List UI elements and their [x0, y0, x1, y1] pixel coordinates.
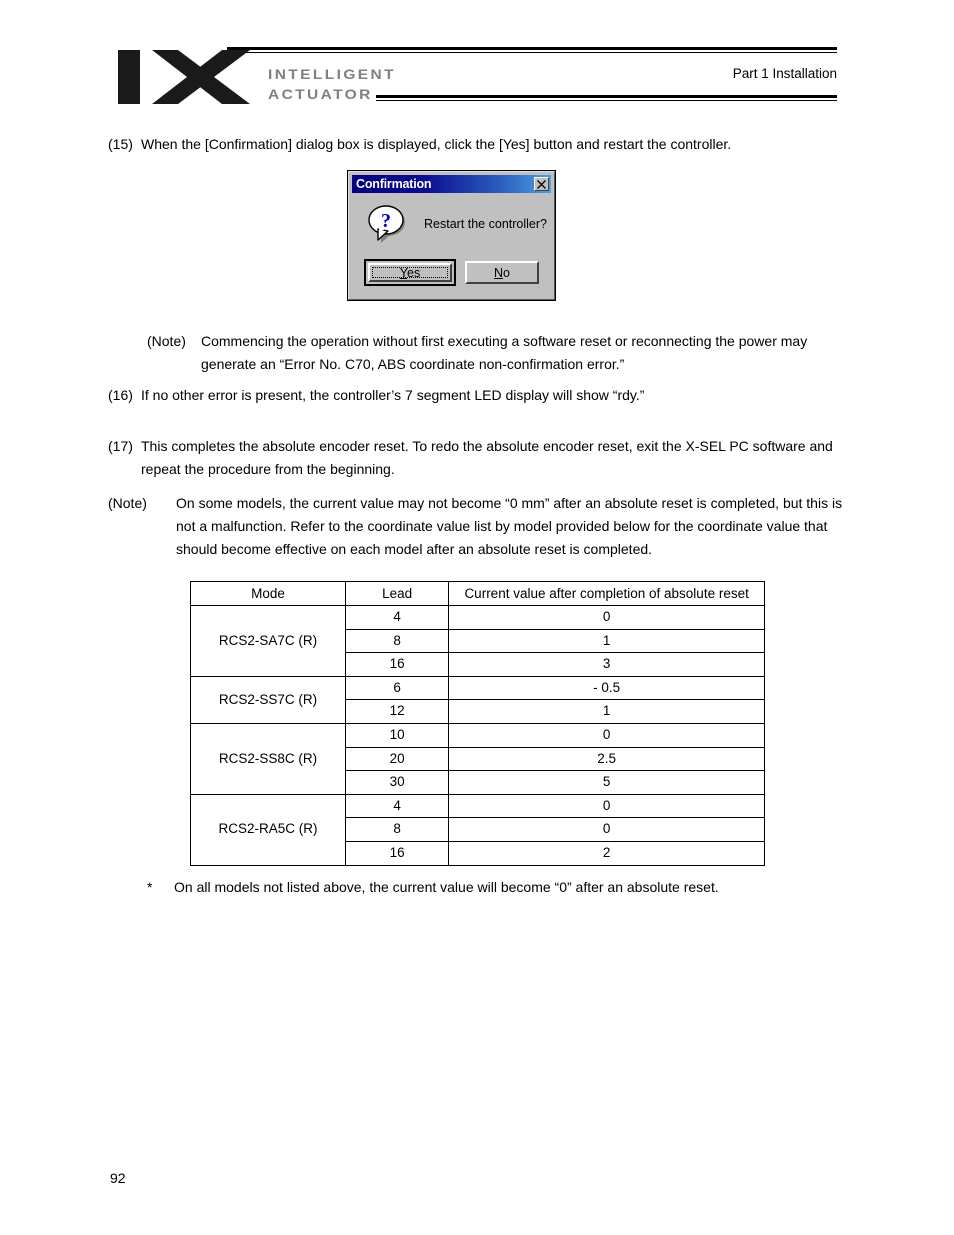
note-2-marker: (Note) — [108, 495, 147, 511]
cell-lead: 16 — [345, 841, 448, 865]
page-number: 92 — [110, 1170, 126, 1186]
paragraph-step-17 — [108, 435, 848, 481]
close-icon[interactable] — [534, 177, 549, 191]
table-row — [191, 723, 765, 747]
cell-lead: 4 — [345, 606, 448, 630]
step-16-marker: (16) — [108, 387, 133, 403]
no-button-suffix: o — [503, 265, 510, 280]
header-rule-bottom-thin — [376, 100, 837, 101]
ix-logo-mark — [118, 48, 250, 106]
coordinate-value-table — [190, 581, 765, 866]
dialog-body — [352, 195, 551, 297]
table-header — [191, 582, 765, 606]
column-header-value: Current value after completion of absolute reset — [449, 582, 765, 606]
cell-lead: 20 — [345, 747, 448, 771]
cell-lead: 16 — [345, 653, 448, 677]
logo-wordmark — [268, 68, 413, 103]
paragraph-note-1 — [147, 330, 847, 376]
cell-current-value: 0 — [449, 794, 765, 818]
dialog-button-row — [352, 259, 551, 287]
cell-current-value: 2 — [449, 841, 765, 865]
table-body — [191, 606, 765, 866]
no-button-mnemonic: N — [494, 265, 504, 280]
page-header — [0, 0, 954, 120]
logo-word-intelligent: INTELLIGENT — [268, 67, 397, 83]
table-row — [191, 794, 765, 818]
table-row — [191, 676, 765, 700]
question-bubble-icon — [367, 205, 409, 245]
cell-current-value: - 0.5 — [449, 676, 765, 700]
dialog-message: Restart the controller? — [424, 217, 547, 231]
company-logo — [118, 48, 408, 110]
yes-button-suffix: es — [407, 265, 421, 280]
paragraph-note-2 — [108, 492, 848, 561]
yes-button-label — [400, 266, 420, 280]
cell-current-value: 0 — [449, 606, 765, 630]
cell-current-value: 0 — [449, 818, 765, 842]
cell-current-value: 0 — [449, 723, 765, 747]
close-x-glyph — [537, 180, 546, 189]
step-15-text: When the [Confirmation] dialog box is displayed, click the [Yes] button and restart the controller. — [141, 136, 732, 152]
step-17-text: This completes the absolute encoder reset. To redo the absolute encoder reset, exit the X-SEL PC software and repeat the procedure from the beginning. — [141, 438, 833, 477]
yes-button-default-frame — [364, 259, 456, 286]
cell-mode: RCS2-SS7C (R) — [191, 676, 346, 723]
cell-current-value: 1 — [449, 700, 765, 724]
confirmation-dialog[interactable] — [347, 170, 556, 301]
step-17-marker: (17) — [108, 438, 133, 454]
note-2-text: On some models, the current value may not become “0 mm” after an absolute reset is completed, but this is not a malfunction. Refer to the coordinate value list by model provided below for the coordinate value that should become effective on each model after an absolute reset is completed. — [176, 495, 843, 557]
cell-current-value: 1 — [449, 629, 765, 653]
header-part-label: Part 1 Installation — [732, 66, 837, 81]
no-button[interactable] — [465, 261, 539, 284]
step-15-marker: (15) — [108, 136, 133, 152]
column-header-lead: Lead — [345, 582, 448, 606]
cell-current-value: 3 — [449, 653, 765, 677]
step-16-text: If no other error is present, the controller’s 7 segment LED display will show “rdy.” — [141, 387, 645, 403]
paragraph-step-15 — [108, 133, 868, 155]
paragraph-step-16 — [108, 384, 868, 406]
logo-word-actuator: ACTUATOR — [268, 86, 373, 103]
cell-current-value: 5 — [449, 771, 765, 795]
cell-lead: 12 — [345, 700, 448, 724]
yes-button[interactable] — [368, 263, 452, 282]
cell-lead: 10 — [345, 723, 448, 747]
footnote-marker: * — [147, 879, 153, 895]
cell-mode: RCS2-SA7C (R) — [191, 606, 346, 677]
cell-mode: RCS2-SS8C (R) — [191, 723, 346, 794]
header-rule-bottom-thick — [376, 95, 837, 98]
cell-lead: 4 — [345, 794, 448, 818]
cell-lead: 8 — [345, 818, 448, 842]
table-header-row — [191, 582, 765, 606]
cell-lead: 6 — [345, 676, 448, 700]
dialog-title-bar[interactable] — [352, 175, 551, 193]
svg-text:?: ? — [381, 210, 391, 232]
dialog-title: Confirmation — [356, 177, 432, 191]
no-button-label — [494, 266, 510, 280]
table-row — [191, 606, 765, 630]
cell-current-value: 2.5 — [449, 747, 765, 771]
note-1-marker: (Note) — [147, 333, 186, 349]
note-1-text: Commencing the operation without first executing a software reset or reconnecting the power may generate an “Error No. C70, ABS coordinate non-confirmation error.” — [201, 333, 808, 372]
cell-lead: 8 — [345, 629, 448, 653]
paragraph-footnote — [147, 876, 867, 898]
cell-mode: RCS2-RA5C (R) — [191, 794, 346, 865]
cell-lead: 30 — [345, 771, 448, 795]
footnote-text: On all models not listed above, the current value will become “0” after an absolute reset. — [174, 879, 719, 895]
column-header-mode: Mode — [191, 582, 346, 606]
yes-button-mnemonic: Y — [399, 265, 407, 280]
